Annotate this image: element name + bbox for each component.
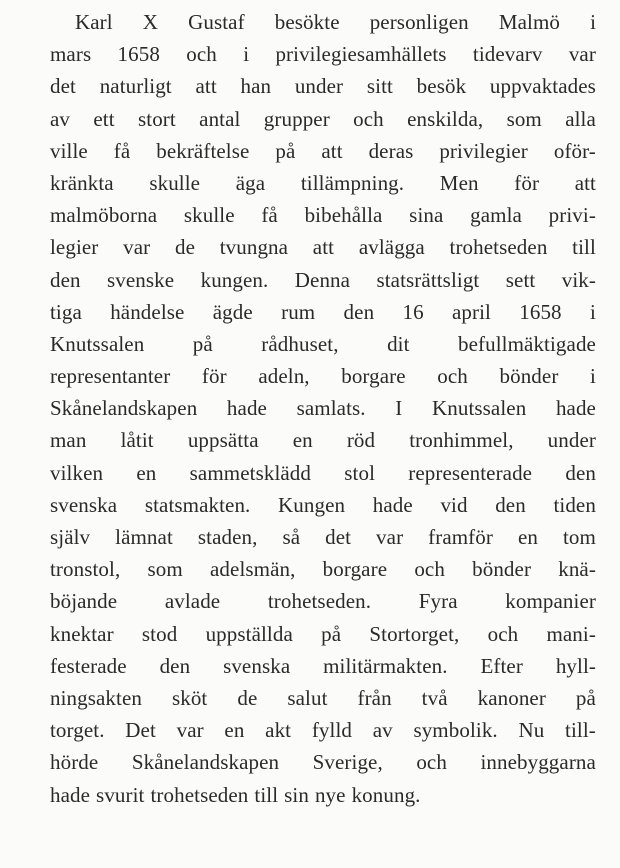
text-line: Karl X Gustaf besökte personligen Malmö i [75, 10, 596, 34]
text-line: den svenske kungen. Denna statsrättsligt sett vik- [50, 267, 596, 292]
text-line: representanter för adeln, borgare och bönder i [50, 364, 596, 389]
text-line: festerade den svenska militärmakten. Efter hyll- [50, 653, 596, 678]
text-line: man låtit uppsätta en röd tronhimmel, under [50, 428, 596, 453]
text-line: av ett stort antal grupper och enskilda, som alla [50, 106, 596, 131]
text-line: det naturligt att han under sitt besök uppvaktades [50, 74, 596, 99]
text-line: hörde Skånelandskapen Sverige, och innebyggarna [50, 750, 596, 775]
text-line: kränkta skulle äga tillämpning. Men för att [50, 170, 596, 195]
text-line: vilken en sammetsklädd stol representerade den [50, 460, 596, 485]
text-line: ningsakten sköt de salut från två kanoner på [50, 685, 596, 710]
text-line: knektar stod uppställda på Stortorget, och mani- [50, 621, 596, 646]
text-line: Knutssalen på rådhuset, dit befullmäktigade [50, 331, 596, 356]
text-line: legier var de tvungna att avlägga trohetseden till [50, 235, 596, 260]
text-line: tronstol, som adelsmän, borgare och bönder knä- [50, 557, 596, 582]
text-line: mars 1658 och i privilegiesamhällets tidevarv var [50, 42, 596, 67]
text-line: malmöborna skulle få bibehålla sina gamla privi- [50, 203, 596, 228]
text-line: Skånelandskapen hade samlats. I Knutssalen hade [50, 396, 596, 421]
text-line: själv lämnat staden, så det var framför en tom [50, 525, 596, 549]
text-line: hade svurit trohetseden till sin nye konung. [50, 782, 421, 807]
text-line: ville få bekräftelse på att deras privilegier oför- [50, 138, 596, 163]
text-line: torget. Det var en akt fylld av symbolik. Nu till- [50, 718, 596, 743]
text-line: svenska statsmakten. Kungen hade vid den tiden [50, 492, 596, 517]
body-paragraph [50, 6, 596, 811]
text-line: tiga händelse ägde rum den 16 april 1658 i [50, 299, 596, 324]
text-line: böjande avlade trohetseden. Fyra kompanier [50, 589, 596, 614]
